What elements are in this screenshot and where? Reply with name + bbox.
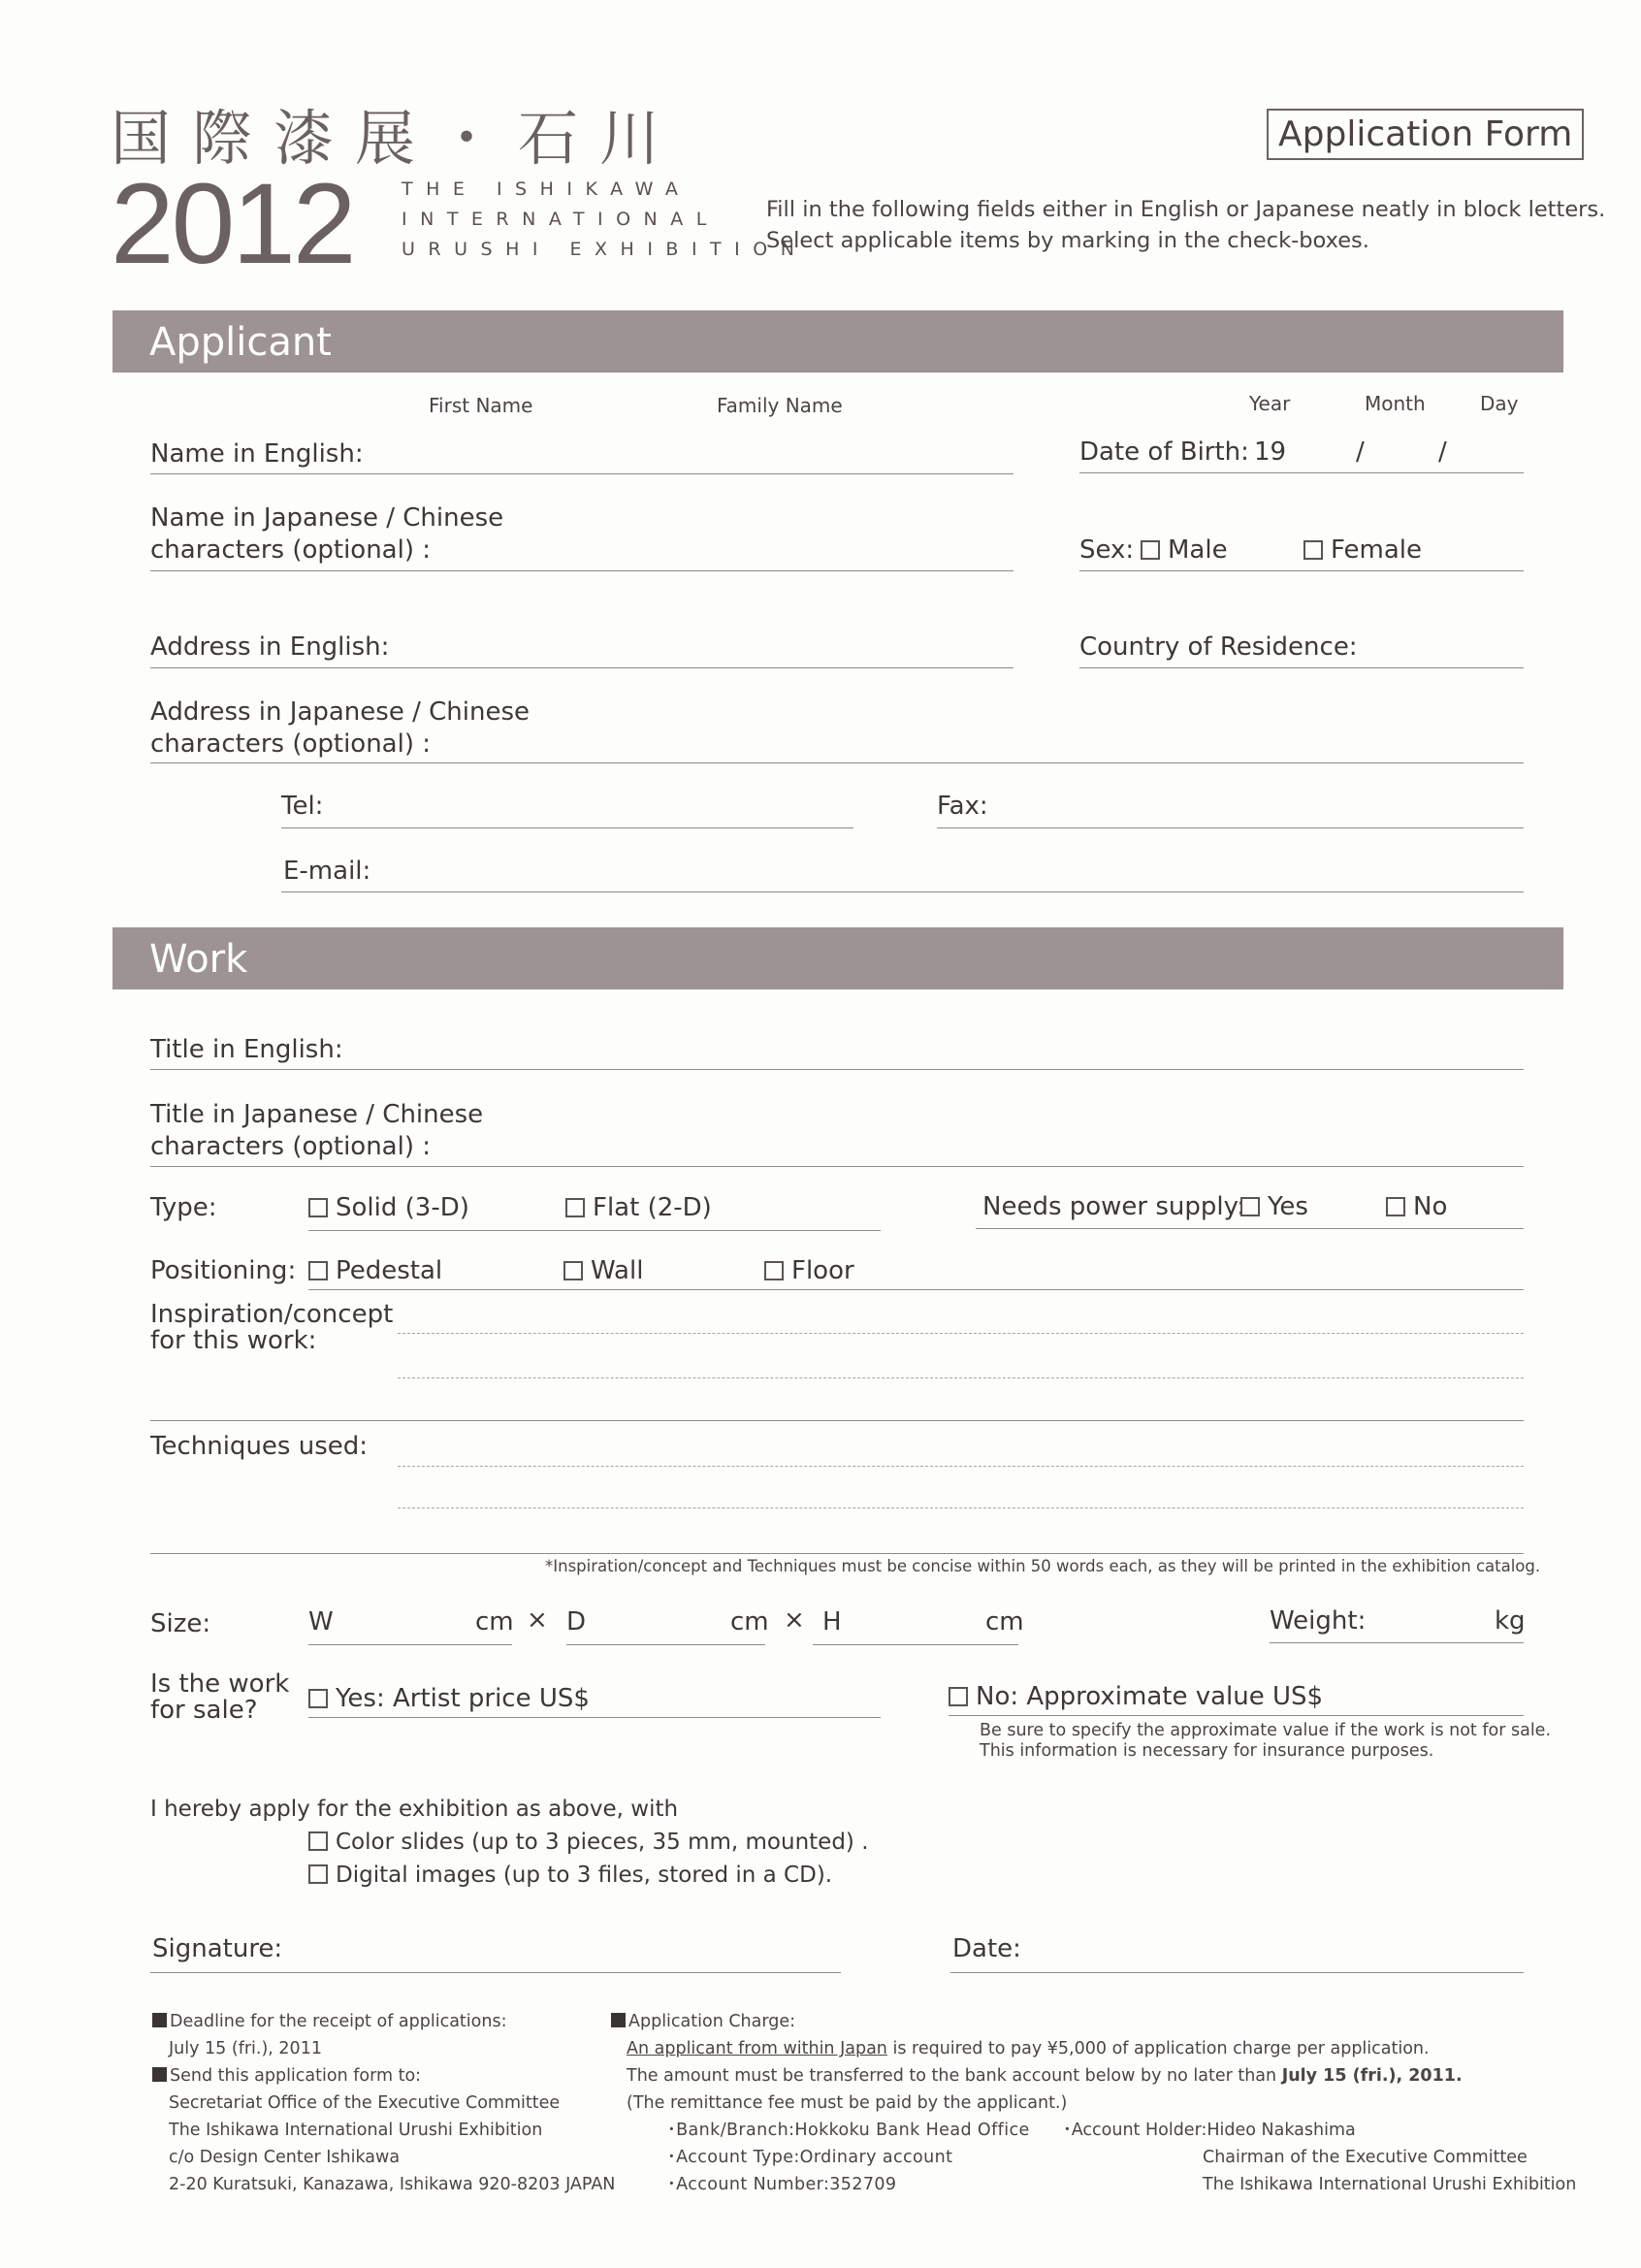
type-flat-option[interactable]	[565, 1192, 712, 1224]
pedestal-label: Pedestal	[336, 1256, 443, 1285]
power-field-line	[976, 1228, 1524, 1229]
title-japanese-label-line1: Title in Japanese / Chinese	[150, 1100, 484, 1129]
techniques-field-bottom	[150, 1553, 1524, 1554]
charge-label	[611, 2012, 795, 2033]
country-field[interactable]	[1079, 667, 1524, 668]
solid-label: Solid (3-D)	[336, 1193, 469, 1222]
title-year: 2012	[111, 160, 354, 288]
day-caption: Day	[1480, 392, 1519, 415]
digital-images-checkbox[interactable]	[308, 1864, 328, 1884]
for-sale-label-line2: for sale?	[150, 1696, 258, 1725]
techniques-field[interactable]	[398, 1507, 1524, 1508]
type-field-line	[308, 1230, 881, 1231]
flat-label: Flat (2-D)	[593, 1193, 712, 1222]
title-english-line: URUSHI EXHIBITION	[402, 239, 808, 260]
name-japanese-label-line1: Name in Japanese / Chinese	[150, 503, 504, 533]
country-label: Country of Residence:	[1079, 632, 1358, 662]
charge-line3: (The remittance fee must be paid by the applicant.)	[627, 2093, 1068, 2113]
address-line: 2-20 Kuratsuki, Kanazawa, Ishikawa 920-8203 JAPAN	[169, 2175, 616, 2194]
inspiration-field[interactable]	[398, 1333, 1524, 1334]
inspiration-field[interactable]	[398, 1377, 1524, 1378]
sex-female-option[interactable]	[1303, 535, 1422, 567]
solid-checkbox[interactable]	[308, 1198, 328, 1217]
account-type: ･Account Type:Ordinary account	[667, 2148, 953, 2167]
holder-title-line1: Chairman of the Executive Committee	[1203, 2148, 1528, 2167]
first-name-caption: First Name	[429, 394, 533, 417]
title-english-line: INTERNATIONAL	[402, 209, 720, 230]
wall-label: Wall	[591, 1256, 644, 1285]
fax-label: Fax:	[937, 792, 988, 821]
sex-male-option[interactable]	[1141, 535, 1228, 567]
applicant-section-header	[113, 310, 1563, 373]
date-of-birth-label: Date of Birth:	[1079, 437, 1249, 467]
width-field[interactable]	[308, 1644, 512, 1645]
tel-label: Tel:	[281, 792, 324, 821]
date-of-birth-field[interactable]	[1079, 472, 1524, 473]
female-label: Female	[1331, 535, 1423, 565]
weight-label: Weight:	[1270, 1606, 1367, 1636]
sale-yes-checkbox[interactable]	[308, 1689, 328, 1708]
dob-separator: /	[1356, 437, 1365, 467]
address-english-label: Address in English:	[150, 632, 390, 662]
size-label: Size:	[150, 1609, 211, 1638]
charge-line1-rest: is required to pay ¥5,000 of application charge per application.	[886, 2039, 1430, 2058]
color-slides-label: Color slides (up to 3 pieces, 35 mm, mounted) .	[336, 1830, 869, 1855]
inspiration-field-bottom	[150, 1420, 1524, 1421]
send-to-label	[152, 2066, 421, 2088]
sex-field-line	[1079, 570, 1524, 571]
title-english	[402, 175, 807, 265]
date-field[interactable]	[950, 1972, 1524, 1973]
flat-checkbox[interactable]	[565, 1198, 585, 1217]
account-number: ･Account Number:352709	[667, 2175, 897, 2194]
email-field[interactable]	[281, 891, 1524, 892]
sex-label: Sex:	[1079, 535, 1135, 565]
charge-label-text: Application Charge:	[628, 2012, 796, 2031]
depth-unit: cm	[730, 1607, 769, 1636]
depth-label: D	[566, 1607, 587, 1636]
positioning-field-line	[308, 1289, 1524, 1290]
charge-line1	[627, 2039, 1430, 2060]
name-japanese-field[interactable]	[150, 570, 1014, 571]
address-japanese-field[interactable]	[150, 762, 1524, 763]
depth-field[interactable]	[566, 1644, 765, 1645]
apply-statement: I hereby apply for the exhibition as above, with	[150, 1797, 679, 1822]
application-form-badge: Application Form	[1267, 109, 1584, 160]
power-yes-label: Yes	[1268, 1192, 1308, 1221]
bank-branch: ･Bank/Branch:Hokkoku Bank Head Office	[667, 2121, 1030, 2140]
power-no-checkbox[interactable]	[1386, 1197, 1405, 1216]
name-english-field[interactable]	[150, 473, 1014, 474]
address-japanese-label-line2: characters (optional) :	[150, 729, 431, 759]
type-solid-option[interactable]	[308, 1192, 469, 1224]
charge-line2-start: The amount must be transferred to the bank account below by no later than	[627, 2066, 1282, 2086]
account-holder: ･Account Holder:Hideo Nakashima	[1063, 2121, 1356, 2140]
dob-separator: /	[1438, 437, 1447, 467]
digital-images-label: Digital images (up to 3 files, stored in a CD).	[336, 1863, 833, 1888]
artist-price-field[interactable]	[308, 1717, 881, 1718]
deadline-label-text: Deadline for the receipt of applications:	[170, 2012, 507, 2031]
tel-field[interactable]	[281, 827, 853, 828]
male-label: Male	[1168, 535, 1228, 565]
sale-note-line2: This information is necessary for insurance purposes.	[980, 1741, 1434, 1761]
sale-no-checkbox[interactable]	[949, 1687, 968, 1706]
weight-field[interactable]	[1270, 1642, 1524, 1643]
inspiration-label-line2: for this work:	[150, 1326, 317, 1355]
for-sale-label-line1: Is the work	[150, 1669, 290, 1699]
instructions-line: Select applicable items by marking in the check-boxes.	[766, 228, 1369, 253]
power-yes-checkbox[interactable]	[1240, 1197, 1260, 1216]
male-checkbox[interactable]	[1141, 540, 1160, 560]
address-line: Secretariat Office of the Executive Committee	[169, 2093, 561, 2113]
holder-title-line2: The Ishikawa International Urushi Exhibition	[1203, 2175, 1577, 2194]
bullet-icon	[152, 2013, 167, 2027]
send-to-label-text: Send this application form to:	[170, 2066, 422, 2086]
year-caption: Year	[1249, 392, 1291, 415]
charge-line2	[627, 2066, 1463, 2088]
power-no-option[interactable]	[1386, 1191, 1447, 1223]
floor-label: Floor	[791, 1256, 854, 1285]
positioning-label: Positioning:	[150, 1256, 297, 1285]
email-label: E-mail:	[283, 857, 371, 886]
power-supply-label: Needs power supply:	[982, 1192, 1245, 1221]
techniques-label: Techniques used:	[150, 1432, 369, 1461]
digital-images-option[interactable]	[308, 1862, 832, 1890]
bullet-icon	[152, 2067, 167, 2082]
sale-yes-label: Yes: Artist price US$	[336, 1684, 590, 1713]
times-sign: ×	[784, 1605, 805, 1635]
pedestal-option[interactable]	[308, 1255, 442, 1287]
floor-option[interactable]	[764, 1255, 854, 1287]
title-english-line: THE ISHIKAWA	[402, 178, 692, 200]
title-japanese: 国際漆展・石川	[111, 103, 682, 174]
power-no-label: No	[1413, 1192, 1448, 1221]
dob-year-prefix: 19	[1254, 437, 1287, 467]
family-name-caption: Family Name	[717, 394, 843, 417]
wall-checkbox[interactable]	[563, 1261, 583, 1280]
signature-label: Signature:	[152, 1934, 283, 1963]
title-english-label: Title in English:	[150, 1035, 343, 1064]
inspiration-label-line1: Inspiration/concept	[150, 1300, 394, 1329]
bullet-icon	[611, 2013, 626, 2027]
sale-note-line1: Be sure to specify the approximate value if the work is not for sale.	[980, 1721, 1552, 1740]
height-unit: cm	[985, 1607, 1024, 1636]
color-slides-option[interactable]	[308, 1829, 869, 1857]
name-english-label: Name in English:	[150, 439, 364, 469]
times-sign: ×	[527, 1605, 548, 1635]
pedestal-checkbox[interactable]	[308, 1261, 328, 1280]
type-label: Type:	[150, 1193, 217, 1222]
wall-option[interactable]	[563, 1255, 643, 1287]
sale-yes-option[interactable]	[308, 1683, 590, 1715]
work-section-header	[113, 927, 1563, 989]
power-yes-option[interactable]	[1240, 1191, 1308, 1223]
month-caption: Month	[1365, 392, 1426, 415]
height-field[interactable]	[813, 1644, 1018, 1645]
title-english-field[interactable]	[150, 1069, 1524, 1070]
width-unit: cm	[475, 1607, 514, 1636]
signature-field[interactable]	[150, 1972, 841, 1973]
instructions-line: Fill in the following fields either in English or Japanese neatly in block letters.	[766, 197, 1606, 222]
height-label: H	[822, 1607, 842, 1636]
charge-line1-underlined: An applicant from within Japan	[627, 2039, 887, 2058]
color-slides-checkbox[interactable]	[308, 1831, 328, 1851]
address-line: The Ishikawa International Urushi Exhibition	[169, 2121, 543, 2140]
sale-no-option[interactable]	[949, 1681, 1323, 1713]
fax-field[interactable]	[937, 827, 1524, 828]
techniques-field[interactable]	[398, 1466, 1524, 1467]
address-line: c/o Design Center Ishikawa	[169, 2148, 401, 2167]
weight-unit: kg	[1495, 1606, 1526, 1636]
applicant-section-title: Applicant	[149, 320, 332, 365]
sale-no-label: No: Approximate value US$	[976, 1682, 1324, 1711]
name-japanese-label-line2: characters (optional) :	[150, 535, 431, 565]
title-japanese-label-line2: characters (optional) :	[150, 1132, 431, 1161]
concise-note: *Inspiration/concept and Techniques must be concise within 50 words each, as they will be printed in the exhibition catalog.	[545, 1557, 1541, 1575]
address-english-field[interactable]	[150, 667, 1014, 668]
date-label: Date:	[952, 1934, 1021, 1963]
charge-line2-deadline: July 15 (fri.), 2011.	[1281, 2066, 1463, 2086]
width-label: W	[308, 1607, 334, 1636]
address-japanese-label-line1: Address in Japanese / Chinese	[150, 697, 530, 727]
approximate-value-field[interactable]	[949, 1715, 1524, 1716]
deadline-label	[152, 2012, 506, 2033]
female-checkbox[interactable]	[1303, 540, 1323, 560]
work-section-title: Work	[149, 937, 248, 982]
floor-checkbox[interactable]	[764, 1261, 784, 1280]
deadline-value: July 15 (fri.), 2011	[169, 2039, 322, 2058]
title-japanese-field[interactable]	[150, 1166, 1524, 1167]
